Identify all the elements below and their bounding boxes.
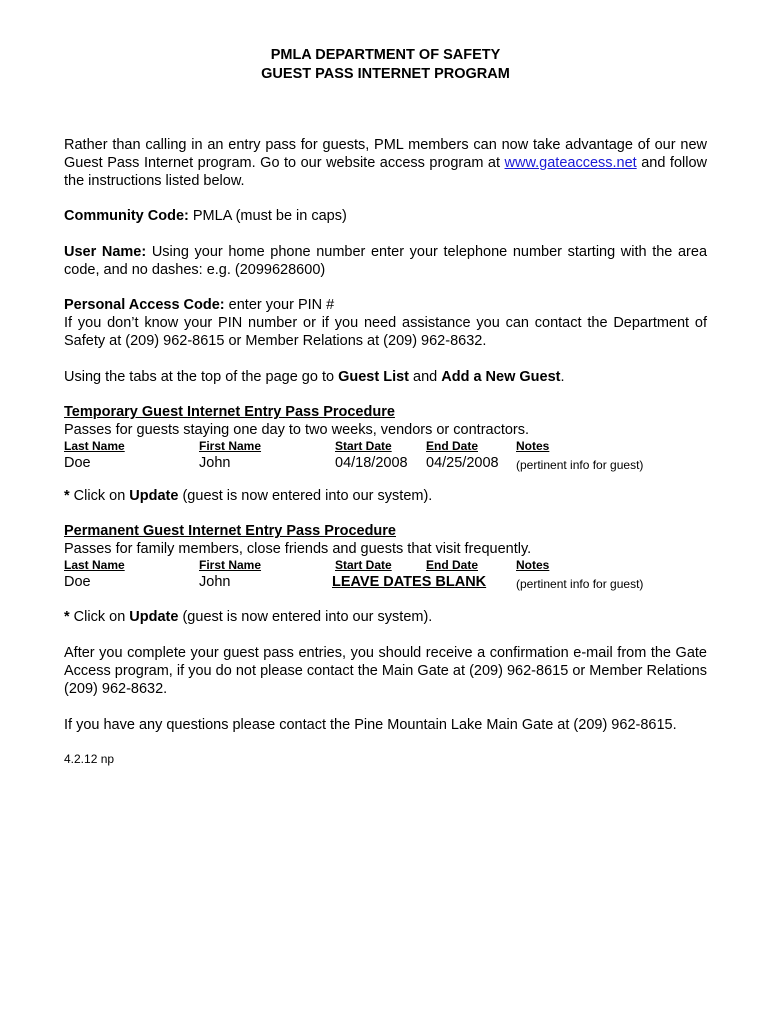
- permanent-example-row: [64, 574, 707, 592]
- col-first-name: First Name: [199, 558, 262, 572]
- example-first-name: John: [199, 574, 231, 590]
- example-first-name: John: [199, 455, 231, 471]
- col-last-name: Last Name: [64, 558, 125, 572]
- title-line-1: PMLA DEPARTMENT OF SAFETY: [270, 47, 501, 63]
- permanent-description: Passes for family members, close friends and guests that visit frequently.: [64, 541, 532, 557]
- example-notes: (pertinent info for guest): [516, 577, 644, 591]
- example-last-name: Doe: [64, 574, 91, 590]
- update-term: Update: [129, 609, 179, 625]
- footer-code: 4.2.12 np: [64, 752, 115, 766]
- access-code-line: Personal Access Code: enter your PIN #: [64, 297, 335, 313]
- example-last-name: Doe: [64, 455, 91, 471]
- intro-paragraph: Rather than calling in an entry pass for guests, PML members can now take advantage of our new Guest Pass Internet program. Go to our website access program at www.gateaccess.net and follow the instructions listed below.: [64, 137, 707, 189]
- user-name-label: User Name:: [64, 244, 147, 260]
- permanent-heading: Permanent Guest Internet Entry Pass Procedure: [64, 523, 396, 539]
- col-end-date: End Date: [426, 558, 479, 572]
- update-note-1: * Click on Update (guest is now entered into our system).: [64, 488, 433, 504]
- update-note-2: * Click on Update (guest is now entered into our system).: [64, 609, 433, 625]
- community-code-line: Community Code: PMLA (must be in caps): [64, 208, 347, 224]
- user-name-paragraph: User Name: Using your home phone number enter your telephone number starting with the area code, and no dashes: e.g. (2099628600): [64, 244, 708, 278]
- confirmation-paragraph: After you complete your guest pass entries, you should receive a confirmation e-mail from the Gate Access program, if you do not please contact the Main Gate at (209) 962-8615 or Member Relations (209) 962-8632.: [64, 645, 707, 697]
- example-start-date: 04/18/2008: [335, 455, 408, 471]
- tabs-instruction: Using the tabs at the top of the page go to Guest List and Add a New Guest.: [64, 369, 565, 385]
- temporary-heading: Temporary Guest Internet Entry Pass Procedure: [64, 404, 395, 420]
- community-code-label: Community Code:: [64, 208, 189, 224]
- col-start-date: Start Date: [335, 558, 392, 572]
- title-line-2: GUEST PASS INTERNET PROGRAM: [261, 66, 510, 82]
- access-code-label: Personal Access Code:: [64, 297, 225, 313]
- col-last-name: Last Name: [64, 439, 125, 453]
- gateaccess-link[interactable]: www.gateaccess.net: [504, 155, 637, 171]
- col-first-name: First Name: [199, 439, 262, 453]
- leave-dates-blank: LEAVE DATES BLANK: [332, 574, 487, 590]
- col-notes: Notes: [516, 439, 550, 453]
- access-code-help: If you don’t know your PIN number or if you need assistance you can contact the Department of Safety at (209) 962-8615 or Member Relations at (209) 962-8632.: [64, 315, 707, 349]
- temporary-description: Passes for guests staying one day to two weeks, vendors or contractors.: [64, 422, 530, 438]
- col-start-date: Start Date: [335, 439, 392, 453]
- temporary-example-row: [64, 455, 707, 473]
- example-end-date: 04/25/2008: [426, 455, 499, 471]
- col-end-date: End Date: [426, 439, 479, 453]
- add-guest-term: Add a New Guest: [441, 369, 561, 385]
- guest-list-term: Guest List: [338, 369, 409, 385]
- col-notes: Notes: [516, 558, 550, 572]
- questions-paragraph: If you have any questions please contact the Pine Mountain Lake Main Gate at (209) 962-8615.: [64, 717, 677, 733]
- example-notes: (pertinent info for guest): [516, 458, 644, 472]
- update-term: Update: [129, 488, 179, 504]
